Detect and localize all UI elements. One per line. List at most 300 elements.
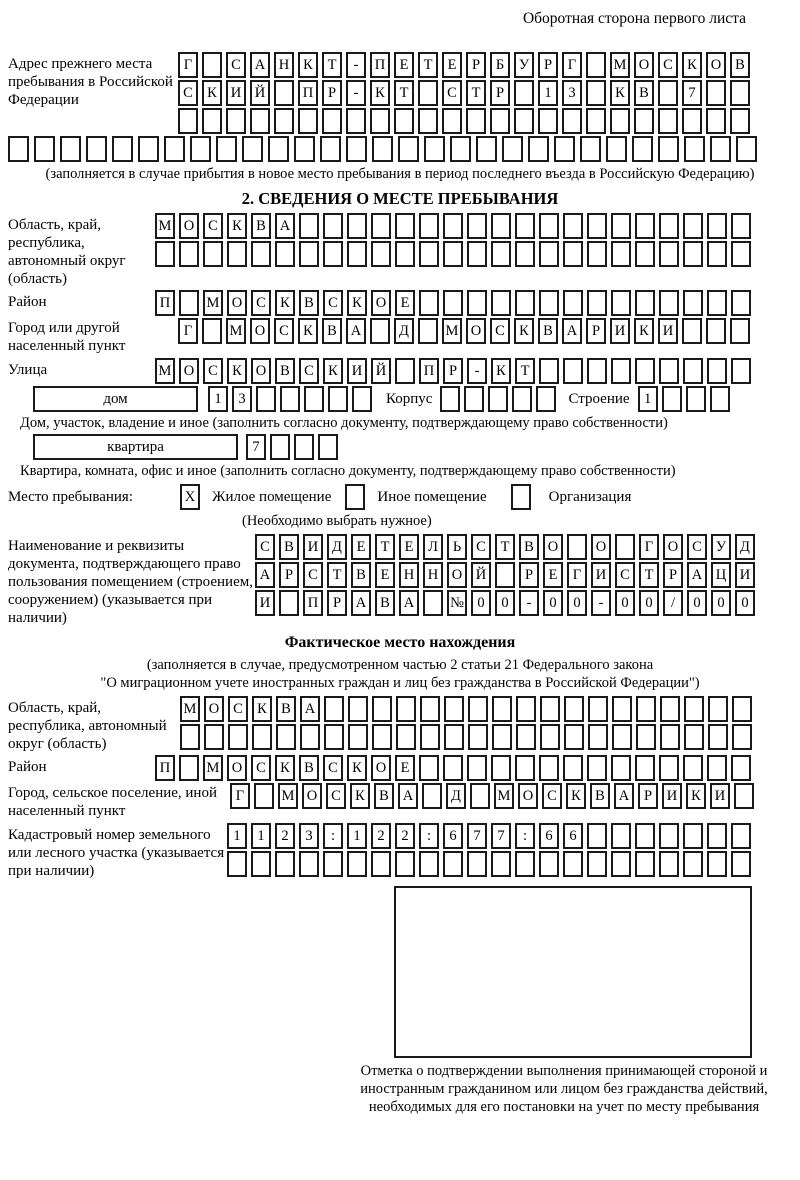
char-box: С <box>274 318 294 344</box>
char-box: В <box>375 590 395 616</box>
char-box: О <box>663 534 683 560</box>
house-number-boxes <box>208 386 372 412</box>
char-box <box>256 386 276 412</box>
char-box <box>563 213 583 239</box>
stroenie-label: Строение <box>568 390 630 407</box>
char-box: А <box>614 783 634 809</box>
char-box <box>444 724 464 750</box>
char-box <box>686 386 706 412</box>
char-box: - <box>519 590 539 616</box>
char-box <box>251 851 271 877</box>
document-row-1 <box>255 534 755 560</box>
char-box: Г <box>230 783 250 809</box>
char-box <box>275 851 295 877</box>
char-box: Й <box>250 80 270 106</box>
char-box <box>707 213 727 239</box>
char-box: 0 <box>567 590 587 616</box>
char-box: П <box>155 290 175 316</box>
char-box <box>34 136 55 162</box>
char-box <box>540 724 560 750</box>
char-box: О <box>179 358 199 384</box>
stay-type-note: (Необходимо выбрать нужное) <box>242 513 432 529</box>
district-row <box>155 290 751 316</box>
char-box <box>440 386 460 412</box>
char-box: А <box>346 318 366 344</box>
char-box <box>348 696 368 722</box>
char-box <box>683 755 703 781</box>
char-box <box>515 755 535 781</box>
char-box <box>611 851 631 877</box>
char-box <box>683 851 703 877</box>
char-box <box>612 724 632 750</box>
char-box: С <box>203 213 223 239</box>
char-box: № <box>447 590 467 616</box>
char-box: У <box>514 52 534 78</box>
char-box <box>586 108 606 134</box>
char-box <box>586 52 606 78</box>
char-box <box>470 783 490 809</box>
char-box <box>730 80 750 106</box>
char-box <box>659 851 679 877</box>
char-box <box>634 108 654 134</box>
char-box: С <box>228 696 248 722</box>
char-box: М <box>494 783 514 809</box>
char-box: М <box>226 318 246 344</box>
char-box <box>395 213 415 239</box>
char-box <box>467 755 487 781</box>
confirmation-stamp-caption: Отметка о подтверждении выполнения принимающей стороной и иностранным гражданином или лицом без гражданства действий, необходимых для его постановки на учет по месту пребывания <box>360 1063 768 1115</box>
char-box <box>371 213 391 239</box>
street-row <box>155 358 751 384</box>
char-box <box>251 241 271 267</box>
document-field <box>8 534 792 627</box>
char-box <box>178 108 198 134</box>
char-box <box>347 241 367 267</box>
char-box: К <box>491 358 511 384</box>
char-box <box>708 724 728 750</box>
char-box: А <box>398 783 418 809</box>
region-boxes <box>155 213 751 267</box>
char-box <box>684 136 705 162</box>
char-box: К <box>610 80 630 106</box>
actual-district-row <box>155 755 751 781</box>
char-box <box>419 241 439 267</box>
char-box: В <box>276 696 296 722</box>
char-box <box>684 696 704 722</box>
char-box <box>190 136 211 162</box>
cadastral-boxes <box>227 823 751 877</box>
char-box <box>86 136 107 162</box>
char-box: Н <box>423 562 443 588</box>
char-box: К <box>202 80 222 106</box>
char-box: С <box>299 358 319 384</box>
prev-address-row-2 <box>178 80 750 106</box>
char-box: Р <box>663 562 683 588</box>
char-box: О <box>302 783 322 809</box>
char-box <box>502 136 523 162</box>
organization-label: Организация <box>548 488 632 505</box>
char-box: В <box>251 213 271 239</box>
char-box: П <box>155 755 175 781</box>
char-box: К <box>227 213 247 239</box>
char-box <box>564 724 584 750</box>
region-label: Область, край, республика, автономный округ (область) <box>8 217 126 287</box>
char-box <box>227 851 247 877</box>
char-box <box>275 241 295 267</box>
char-box <box>659 213 679 239</box>
char-box: С <box>442 80 462 106</box>
char-box <box>443 851 463 877</box>
prev-address-row-4 <box>8 136 792 162</box>
char-box <box>632 136 653 162</box>
char-box <box>708 696 728 722</box>
prev-address-note: (заполняется в случае прибытия в новое место пребывания в период последнего въезда в Российскую Федерацию) <box>45 166 755 182</box>
char-box <box>684 724 704 750</box>
char-box <box>468 724 488 750</box>
char-box: Ь <box>447 534 467 560</box>
confirmation-stamp-box <box>394 886 752 1058</box>
char-box <box>488 386 508 412</box>
char-box <box>539 851 559 877</box>
region-row-1 <box>155 213 751 239</box>
char-box: Г <box>178 52 198 78</box>
char-box <box>323 241 343 267</box>
char-box <box>112 136 133 162</box>
char-box <box>658 108 678 134</box>
char-box <box>515 851 535 877</box>
char-box: Е <box>399 534 419 560</box>
char-box <box>216 136 237 162</box>
char-box <box>662 386 682 412</box>
char-box <box>660 724 680 750</box>
char-box <box>707 290 727 316</box>
house-note: Дом, участок, владение и иное (заполнить согласно документу, подтверждающему право собственности) <box>20 415 668 431</box>
char-box <box>660 696 680 722</box>
char-box <box>659 823 679 849</box>
char-box <box>736 136 757 162</box>
char-box: С <box>323 290 343 316</box>
district-label: Район <box>8 294 47 310</box>
char-box <box>372 136 393 162</box>
residential-label: Жилое помещение <box>212 488 332 505</box>
char-box <box>180 724 200 750</box>
char-box <box>467 241 487 267</box>
char-box: / <box>663 590 683 616</box>
char-box: С <box>303 562 323 588</box>
char-box: И <box>610 318 630 344</box>
char-box: М <box>180 696 200 722</box>
char-box <box>658 80 678 106</box>
char-box <box>491 241 511 267</box>
char-box: М <box>203 290 223 316</box>
char-box <box>731 755 751 781</box>
char-box <box>515 290 535 316</box>
char-box: В <box>634 80 654 106</box>
char-box: 0 <box>735 590 755 616</box>
char-box: Н <box>399 562 419 588</box>
char-box <box>491 213 511 239</box>
char-box: 1 <box>208 386 228 412</box>
street-field <box>8 358 792 384</box>
char-box <box>395 358 415 384</box>
char-box: А <box>351 590 371 616</box>
char-box <box>538 108 558 134</box>
char-box <box>467 851 487 877</box>
char-box <box>515 241 535 267</box>
char-box: О <box>227 290 247 316</box>
char-box <box>320 136 341 162</box>
char-box: Е <box>394 52 414 78</box>
char-box <box>539 213 559 239</box>
char-box: Б <box>490 52 510 78</box>
char-box <box>512 386 532 412</box>
char-box: Р <box>519 562 539 588</box>
char-box: : <box>515 823 535 849</box>
char-box: С <box>471 534 491 560</box>
char-box: 7 <box>491 823 511 849</box>
char-box <box>514 80 534 106</box>
char-box: 1 <box>227 823 247 849</box>
char-box: : <box>323 823 343 849</box>
char-box <box>706 108 726 134</box>
char-box <box>242 136 263 162</box>
section2-title: 2. СВЕДЕНИЯ О МЕСТЕ ПРЕБЫВАНИЯ <box>241 189 559 208</box>
char-box: Р <box>322 80 342 106</box>
char-box <box>423 590 443 616</box>
street-label: Улица <box>8 362 48 378</box>
char-box: О <box>371 755 391 781</box>
char-box: 1 <box>638 386 658 412</box>
char-box <box>683 241 703 267</box>
char-box: К <box>634 318 654 344</box>
char-box: Т <box>327 562 347 588</box>
char-box: Г <box>562 52 582 78</box>
char-box <box>730 318 750 344</box>
char-box: К <box>350 783 370 809</box>
char-box <box>294 434 314 460</box>
char-box <box>587 290 607 316</box>
char-box <box>323 213 343 239</box>
char-box <box>514 108 534 134</box>
char-box <box>395 241 415 267</box>
char-box <box>683 358 703 384</box>
char-box: О <box>706 52 726 78</box>
char-box <box>731 290 751 316</box>
char-box: С <box>326 783 346 809</box>
char-box: О <box>251 358 271 384</box>
char-box <box>492 696 512 722</box>
char-box <box>587 213 607 239</box>
char-box: 2 <box>371 823 391 849</box>
char-box <box>580 136 601 162</box>
char-box <box>464 386 484 412</box>
actual-city-field <box>8 783 792 823</box>
korpus-label: Корпус <box>386 390 433 407</box>
char-box: Р <box>327 590 347 616</box>
char-box <box>611 213 631 239</box>
char-box <box>442 108 462 134</box>
char-box: 7 <box>246 434 266 460</box>
char-box: М <box>278 783 298 809</box>
char-box: 3 <box>562 80 582 106</box>
char-box: В <box>279 534 299 560</box>
cadastral-row-1 <box>227 823 751 849</box>
char-box: М <box>610 52 630 78</box>
char-box <box>396 696 416 722</box>
char-box <box>567 534 587 560</box>
char-box <box>371 851 391 877</box>
char-box: С <box>658 52 678 78</box>
char-box <box>658 136 679 162</box>
char-box: К <box>275 290 295 316</box>
char-box: В <box>351 562 371 588</box>
char-box: К <box>682 52 702 78</box>
cadastral-label: Кадастровый номер земельного или лесного участка (указывается при наличии) <box>8 827 225 879</box>
char-box <box>419 755 439 781</box>
char-box <box>202 108 222 134</box>
char-box <box>491 755 511 781</box>
char-box: 7 <box>467 823 487 849</box>
char-box: 0 <box>495 590 515 616</box>
char-box <box>706 318 726 344</box>
char-box: Д <box>446 783 466 809</box>
char-box: О <box>227 755 247 781</box>
prev-address-boxes <box>178 52 750 134</box>
char-box <box>659 755 679 781</box>
char-box <box>490 108 510 134</box>
char-box: И <box>591 562 611 588</box>
char-box <box>611 755 631 781</box>
char-box: М <box>203 755 223 781</box>
char-box <box>348 724 368 750</box>
char-box: С <box>542 783 562 809</box>
prev-address-field <box>8 52 792 134</box>
char-box: С <box>178 80 198 106</box>
char-box <box>203 241 223 267</box>
actual-region-row-1 <box>180 696 752 722</box>
char-box <box>683 290 703 316</box>
char-box: Й <box>371 358 391 384</box>
char-box: С <box>490 318 510 344</box>
char-box: : <box>419 823 439 849</box>
char-box: О <box>371 290 391 316</box>
char-box <box>418 80 438 106</box>
char-box: К <box>347 290 367 316</box>
char-box <box>370 108 390 134</box>
char-box: В <box>374 783 394 809</box>
char-box <box>495 562 515 588</box>
char-box: В <box>519 534 539 560</box>
char-box: К <box>514 318 534 344</box>
char-box: Т <box>639 562 659 588</box>
char-box <box>611 241 631 267</box>
char-box <box>252 724 272 750</box>
actual-region-boxes <box>180 696 752 750</box>
char-box: Е <box>395 755 415 781</box>
char-box: Е <box>442 52 462 78</box>
char-box: В <box>730 52 750 78</box>
document-row-2 <box>255 562 755 588</box>
prev-address-row-3 <box>178 108 750 134</box>
char-box: И <box>347 358 367 384</box>
prev-address-row-1 <box>178 52 750 78</box>
organization-checkbox <box>511 484 531 510</box>
char-box <box>8 136 29 162</box>
document-label: Наименование и реквизиты документа, подтверждающего право пользования помещением (строением, сооружением) (указывается при наличии) <box>8 538 253 626</box>
char-box <box>204 724 224 750</box>
char-box <box>395 851 415 877</box>
back-side-note: Оборотная сторона первого листа <box>522 10 746 27</box>
char-box <box>516 724 536 750</box>
char-box: Р <box>466 52 486 78</box>
char-box <box>323 851 343 877</box>
char-box <box>420 724 440 750</box>
char-box <box>732 724 752 750</box>
char-box: 1 <box>347 823 367 849</box>
char-box: Т <box>322 52 342 78</box>
char-box <box>536 386 556 412</box>
char-box <box>60 136 81 162</box>
char-box <box>274 108 294 134</box>
char-box: Е <box>395 290 415 316</box>
char-box <box>707 755 727 781</box>
char-box: К <box>566 783 586 809</box>
char-box <box>443 241 463 267</box>
char-box: Й <box>471 562 491 588</box>
residential-checkbox: X <box>180 484 200 510</box>
char-box: Т <box>466 80 486 106</box>
char-box <box>707 358 727 384</box>
char-box <box>372 696 392 722</box>
apartment-label-box: квартира <box>33 434 238 460</box>
char-box <box>254 783 274 809</box>
char-box <box>659 241 679 267</box>
char-box <box>280 386 300 412</box>
region-field <box>8 213 792 288</box>
char-box <box>299 241 319 267</box>
char-box: В <box>299 290 319 316</box>
char-box: Р <box>586 318 606 344</box>
char-box <box>734 783 754 809</box>
char-box: С <box>251 290 271 316</box>
char-box: В <box>590 783 610 809</box>
char-box <box>491 290 511 316</box>
char-box <box>476 136 497 162</box>
char-box <box>276 724 296 750</box>
char-box <box>635 241 655 267</box>
char-box <box>274 80 294 106</box>
city-label: Город или другой населенный пункт <box>8 320 126 354</box>
char-box: Р <box>638 783 658 809</box>
char-box: 0 <box>471 590 491 616</box>
char-box <box>539 241 559 267</box>
char-box <box>468 696 488 722</box>
char-box <box>347 851 367 877</box>
char-box <box>491 851 511 877</box>
char-box <box>279 590 299 616</box>
char-box: К <box>323 358 343 384</box>
char-box <box>418 318 438 344</box>
char-box: Р <box>538 52 558 78</box>
char-box <box>611 823 631 849</box>
char-box: Г <box>178 318 198 344</box>
other-premises-checkbox <box>345 484 365 510</box>
char-box <box>683 213 703 239</box>
char-box <box>540 696 560 722</box>
char-box <box>528 136 549 162</box>
char-box <box>707 241 727 267</box>
char-box: О <box>447 562 467 588</box>
